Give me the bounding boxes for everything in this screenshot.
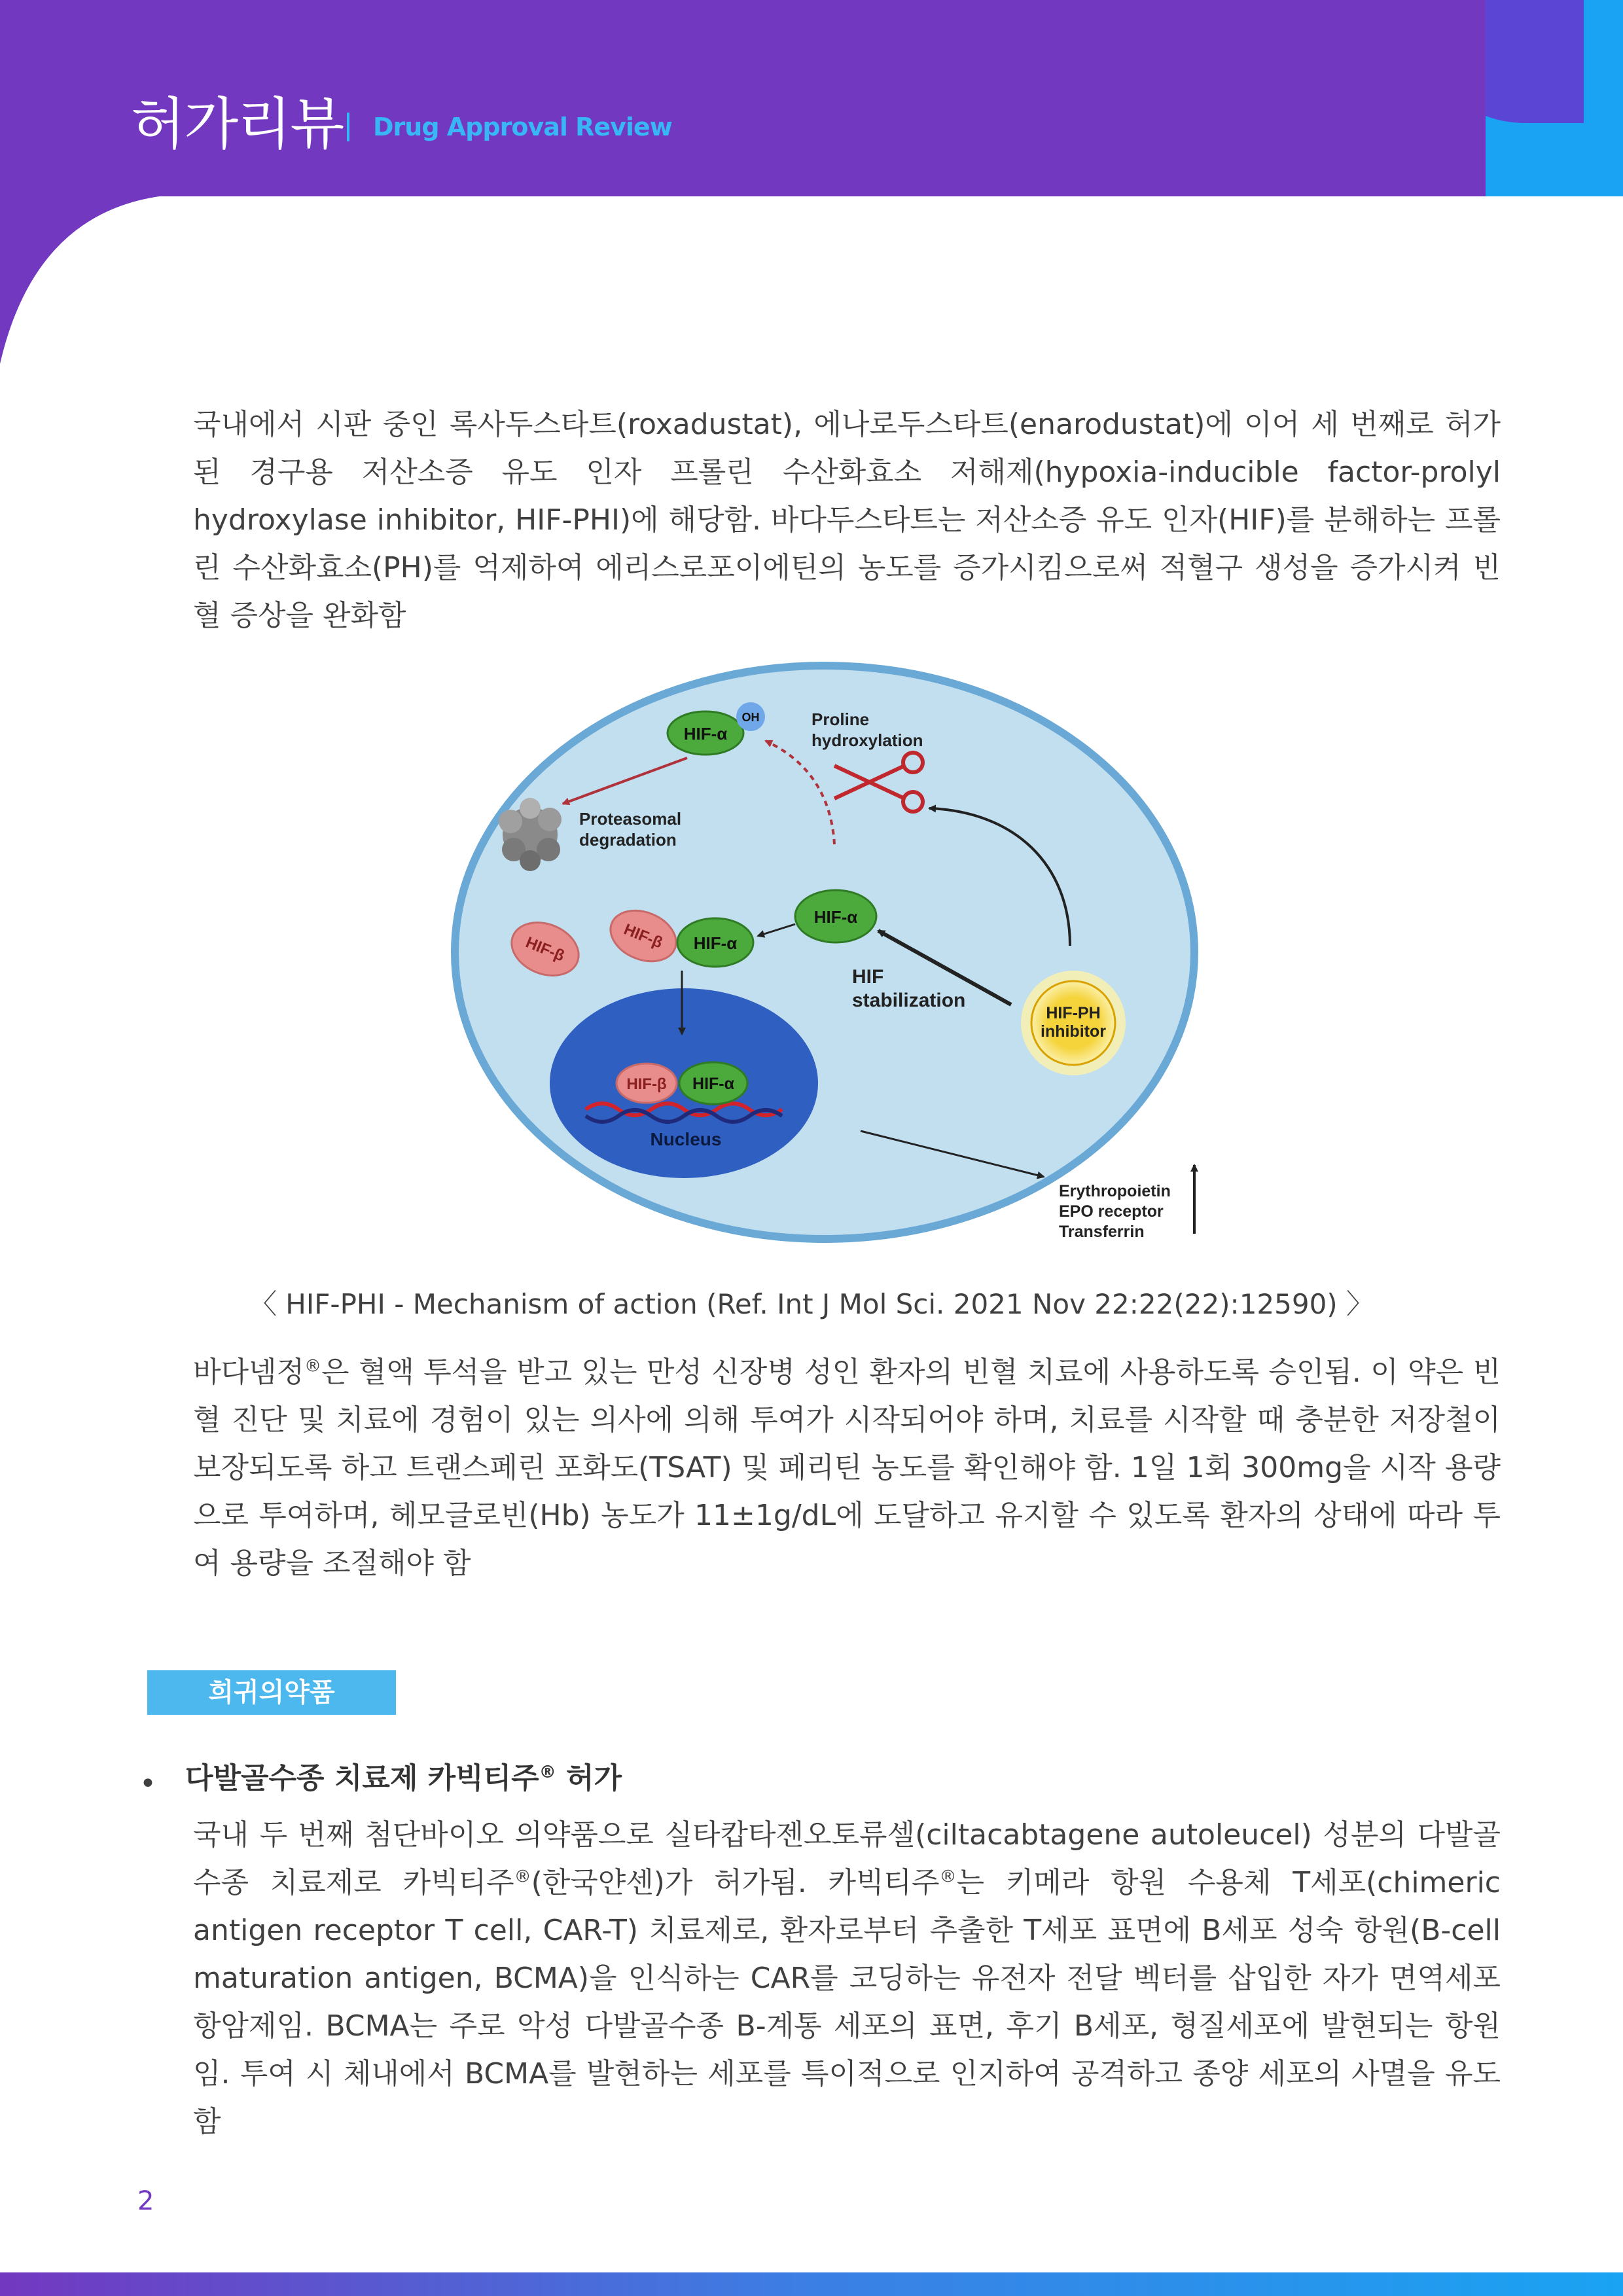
bullet-title-text: 다발골수종 치료제 카빅티주: [185, 1761, 539, 1795]
hif-phi-mechanism-figure: [425, 648, 1211, 1257]
bullet-registered-mark: ®: [539, 1763, 556, 1782]
registered-mark-2: ®: [939, 1867, 957, 1887]
proline-label: Proline: [812, 709, 870, 729]
hif-alpha-nucleus-label: HIF-α: [692, 1075, 734, 1093]
stabilization-label: stabilization: [852, 990, 966, 1011]
proteasomal-label: Proteasomal: [579, 809, 682, 829]
bullet-dot: •: [139, 1767, 156, 1801]
hif-beta-complex-label: HIF-β: [621, 920, 666, 952]
transferrin-label: Transferrin: [1059, 1223, 1145, 1241]
registered-mark: ®: [304, 1356, 322, 1376]
header-title-english: Drug Approval Review: [373, 113, 672, 141]
drug-name: 바다넴정: [193, 1355, 305, 1389]
header-separator: [347, 113, 349, 141]
bullet-title: [185, 1753, 622, 1799]
hif-beta-nucleus-label: HIF-β: [626, 1075, 667, 1093]
page-number: 2: [137, 2186, 154, 2216]
section-tag-orphan-drug: 희귀의약품: [147, 1670, 396, 1715]
hydroxylation-label: hydroxylation: [812, 730, 923, 750]
bullet-title-suffix: 허가: [556, 1761, 622, 1795]
hif-alpha-complex-label: HIF-α: [693, 933, 738, 953]
footer-bar: [0, 2272, 1623, 2296]
header-corner-decoration: [1486, 0, 1623, 196]
inhibitor-label-1: HIF-PH: [1046, 1004, 1101, 1022]
header-curve-decoration: [0, 194, 1623, 364]
erythropoietin-label: Erythropoietin: [1059, 1182, 1171, 1200]
oh-label: OH: [741, 711, 760, 724]
nucleus-label: Nucleus: [650, 1129, 722, 1149]
hif-label: HIF: [852, 966, 884, 988]
paragraph2-body: 은 혈액 투석을 받고 있는 만성 신장병 성인 환자의 빈혈 치료에 사용하도록 승인됨. 이 약은 빈혈 진단 및 치료에 경험이 있는 의사에 의해 투여가 시작되어야 하며, 치료를 시작할 때 충분한 저장철이 보장되도록 하고 트랜스페린 포화도(TSAT) 및 페리틴 농도를 확인해야 함. 1일 1회 300mg을 시작 용량으로 투여하며, 헤모글로빈(Hb) 농도가 11±1g/dL에 도달하고 유지할 수 있도록 환자의 상태에 따라 투여 용량을 조절해야 함: [193, 1355, 1501, 1580]
figure-caption: 〈 HIF-PHI - Mechanism of action (Ref. Int J Mol Sci. 2021 Nov 22:22(22):12590) 〉: [249, 1288, 1374, 1320]
inhibitor-label-2: inhibitor: [1041, 1022, 1106, 1041]
paragraph3-part1: 국내 두 번째 첨단바이오 의약품으로 실타캅타젠오토류셀(ciltacabtagene autoleucel) 성분의 다발골수종 치료제로 카빅티주: [193, 1818, 1501, 1899]
paragraph-vadadustat-intro: 국내에서 시판 중인 록사두스타트(roxadustat), 에나로두스타트(enarodustat)에 이어 세 번째로 허가된 경구용 저산소증 유도 인자 프롤린 수산화효소 저해제(hypoxia-inducible factor-prolyl hydroxylase inhibitor, HIF-PHI)에 해당함. 바다두스타트는 저산소증 유도 인자(HIF)를 분해하는 프롤린 수산화효소(PH)를 억제하여 에리스로포이에틴의 농도를 증가시킴으로써 적혈구 생성을 증가시켜 빈혈 증상을 완화함: [193, 408, 1501, 632]
header-title-korean: 허가리뷰: [131, 92, 344, 157]
paragraph3-part2: (한국얀센)가 허가됨. 카빅티주: [531, 1866, 940, 1899]
hif-beta-free-label: HIF-β: [523, 933, 567, 965]
paragraph3-part3: 는 키메라 항원 수용체 T세포(chimeric antigen receptor T cell, CAR-T) 치료제로, 환자로부터 추출한 T세포 표면에 B세포 성숙 항원(B-cell maturation antigen, BCMA)을 인식하는 CAR를 코딩하는 유전자 전달 벡터를 삽입한 자가 면역세포 항암제임. BCMA는 주로 악성 다발골수종 B-계통 세포의 표면, 후기 B세포, 형질세포에 발현되는 항원임. 투여 시 체내에서 BCMA를 발현하는 세포를 특이적으로 인지하여 공격하고 종양 세포의 사멸을 유도함: [193, 1866, 1501, 2138]
hif-alpha-mid-label: HIF-α: [813, 907, 858, 927]
epo-receptor-label: EPO receptor: [1059, 1202, 1164, 1221]
registered-mark-1: ®: [514, 1867, 531, 1887]
paragraph-carvykti-approval: [193, 1811, 1501, 2145]
paragraph-vadanem-approval: [193, 1348, 1501, 1587]
hif-alpha-top-label: HIF-α: [683, 724, 728, 744]
degradation-label: degradation: [579, 830, 677, 850]
